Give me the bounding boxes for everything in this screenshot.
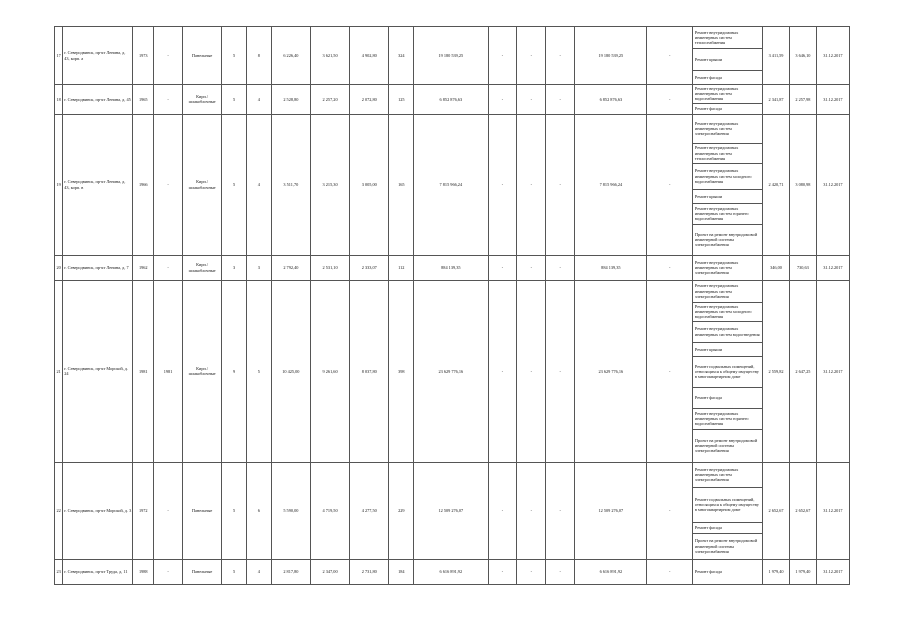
cell-people: 165: [389, 114, 414, 255]
cell-area-total: 2 817,80: [271, 559, 310, 584]
cell-area-res: 9 261,60: [310, 280, 349, 462]
cell-year-rec: 1981: [154, 280, 183, 462]
cell-area-res: 2 347,00: [310, 559, 349, 584]
cell-work-type: Ремонт внутридомовых инженерных систем теплоснабжения: [692, 27, 762, 49]
cell-cost-total: 884 139,35: [414, 255, 488, 280]
cell-work-type: Ремонт внутридомовых инженерных систем водоотведения: [692, 321, 762, 342]
capital-repair-table: [54, 26, 850, 585]
cell-wall: Кирп./шлакоблочные: [183, 280, 222, 462]
cell-floors: 5: [222, 559, 247, 584]
cell-year: 1988: [133, 559, 154, 584]
cell-year-rec: -: [154, 255, 183, 280]
cell-work-type: Ремонт внутридомовых инженерных систем холодного водоснабжения: [692, 163, 762, 189]
cell-cost-total: 23 629 776,16: [414, 280, 488, 462]
cell-address: г. Северодвинск, пр-кт Морской, д. 24: [63, 280, 133, 462]
cell-floors: 3: [222, 255, 247, 280]
cell-area-res: 3 215,30: [310, 114, 349, 255]
cell-people: 398: [389, 280, 414, 462]
cell-cost-total: 12 509 276,07: [414, 462, 488, 559]
cell-c3: -: [546, 114, 575, 255]
cell-year-rec: -: [154, 85, 183, 115]
cell-unit-cost: 2 420,71: [763, 114, 790, 255]
cell-work-type: Ремонт внутридомовых инженерных систем электроснабжения: [692, 462, 762, 487]
cell-unit-cost: 1 979,40: [763, 559, 790, 584]
cell-entrances: 4: [246, 85, 271, 115]
document-page: [54, 26, 850, 610]
cell-people: 125: [389, 85, 414, 115]
cell-limit-cost: 2 257,98: [789, 85, 816, 115]
cell-year: 1973: [133, 27, 154, 85]
cell-work-type: Ремонт внутридомовых инженерных систем электроснабжения: [692, 280, 762, 302]
cell-wall: Кирп./шлакоблочные: [183, 85, 222, 115]
cell-limit-cost: 1 979,40: [789, 559, 816, 584]
table-row: [55, 255, 850, 280]
cell-address: г. Северодвинск, пр-кт Ленина, д. 43, корп. а: [63, 27, 133, 85]
cell-c2: -: [517, 255, 546, 280]
cell-unit-cost: 2 341,87: [763, 85, 790, 115]
cell-year-rec: -: [154, 462, 183, 559]
table-row: [55, 280, 850, 302]
cell-c1: -: [488, 114, 517, 255]
cell-area-living: 2 333,07: [350, 255, 389, 280]
cell-area-living: 2 072,80: [350, 85, 389, 115]
cell-n: 17: [55, 27, 63, 85]
cell-c1: -: [488, 462, 517, 559]
cell-people: 229: [389, 462, 414, 559]
table-row: [55, 462, 850, 487]
cell-c4: 7 815 966,24: [575, 114, 647, 255]
cell-deadline: 31.12.2017: [816, 462, 849, 559]
cell-area-total: 10 425,00: [271, 280, 310, 462]
cell-year-rec: -: [154, 27, 183, 85]
cell-c3: -: [546, 27, 575, 85]
cell-people: 112: [389, 255, 414, 280]
cell-c2: -: [517, 27, 546, 85]
cell-area-living: 2 731,80: [350, 559, 389, 584]
cell-work-type: Проект на ремонт внутридомовой инженерной системы электроснабжения: [692, 533, 762, 559]
cell-floors: 9: [222, 280, 247, 462]
cell-limit-cost: 2 652,67: [789, 462, 816, 559]
cell-work-type: Ремонт внутридомовых инженерных систем теплоснабжения: [692, 143, 762, 163]
cell-limit-cost: 3 080,98: [789, 114, 816, 255]
cell-work-type: Ремонт подвальных помещений, относящихся к общему имуществу в многоквартирном доме: [692, 487, 762, 522]
cell-year: 1981: [133, 280, 154, 462]
cell-unit-cost: 2 652,67: [763, 462, 790, 559]
cell-people: 184: [389, 559, 414, 584]
cell-c4: 6 852 876,63: [575, 85, 647, 115]
cell-work-type: Проект на ремонт внутридомовой инженерной системы электроснабжения: [692, 224, 762, 255]
table-row: [55, 85, 850, 104]
cell-area-res: 2 257,20: [310, 85, 349, 115]
cell-entrances: 5: [246, 280, 271, 462]
cell-c5: -: [647, 27, 692, 85]
cell-work-type: Ремонт подвальных помещений, относящихся к общему имуществу в многоквартирном доме: [692, 356, 762, 387]
cell-work-type: Ремонт внутридомовых инженерных систем водоснабжения: [692, 85, 762, 104]
cell-area-total: 3 511,70: [271, 114, 310, 255]
cell-c1: -: [488, 280, 517, 462]
cell-area-total: 2 528,80: [271, 85, 310, 115]
cell-area-living: 3 005,00: [350, 114, 389, 255]
cell-address: г. Северодвинск, пр-кт Морской, д. 3: [63, 462, 133, 559]
cell-year-rec: -: [154, 559, 183, 584]
cell-work-type: Ремонт крыши: [692, 189, 762, 203]
cell-c1: -: [488, 559, 517, 584]
cell-wall: Панельные: [183, 27, 222, 85]
cell-work-type: Ремонт фасада: [692, 71, 762, 85]
cell-c5: -: [647, 114, 692, 255]
cell-limit-cost: 730,63: [789, 255, 816, 280]
cell-area-res: 3 621,50: [310, 27, 349, 85]
table-row: [55, 114, 850, 143]
cell-limit-cost: 3 646,10: [789, 27, 816, 85]
cell-wall: Панельные: [183, 462, 222, 559]
table-row: [55, 27, 850, 49]
cell-area-total: 6 226,40: [271, 27, 310, 85]
cell-year-rec: -: [154, 114, 183, 255]
cell-c3: -: [546, 559, 575, 584]
cell-unit-cost: 2 559,82: [763, 280, 790, 462]
cell-cost-total: 6 852 876,63: [414, 85, 488, 115]
cell-c2: -: [517, 114, 546, 255]
cell-entrances: 4: [246, 114, 271, 255]
cell-c2: -: [517, 462, 546, 559]
cell-n: 20: [55, 255, 63, 280]
cell-c2: -: [517, 280, 546, 462]
cell-deadline: 31.12.2017: [816, 114, 849, 255]
cell-c5: -: [647, 462, 692, 559]
cell-cost-total: 7 815 966,24: [414, 114, 488, 255]
cell-c4: 6 616 891,92: [575, 559, 647, 584]
cell-floors: 5: [222, 114, 247, 255]
cell-c1: -: [488, 27, 517, 85]
cell-deadline: 31.12.2017: [816, 559, 849, 584]
cell-cost-total: 6 616 891,92: [414, 559, 488, 584]
cell-address: г. Северодвинск, пр-кт Ленина, д. 7: [63, 255, 133, 280]
cell-work-type: Ремонт внутридомовых инженерных систем горячего водоснабжения: [692, 203, 762, 224]
cell-address: г. Северодвинск, пр-кт Ленина, д. 45: [63, 85, 133, 115]
cell-area-total: 2 792,40: [271, 255, 310, 280]
cell-c4: 19 180 539,25: [575, 27, 647, 85]
cell-floors: 5: [222, 85, 247, 115]
cell-year: 1972: [133, 462, 154, 559]
cell-work-type: Проект на ремонт внутридомовой инженерной системы электроснабжения: [692, 429, 762, 462]
cell-c3: -: [546, 280, 575, 462]
cell-work-type: Ремонт крыши: [692, 49, 762, 71]
cell-entrances: 6: [246, 462, 271, 559]
cell-n: 19: [55, 114, 63, 255]
cell-n: 18: [55, 85, 63, 115]
cell-floors: 5: [222, 462, 247, 559]
cell-c1: -: [488, 85, 517, 115]
cell-work-type: Ремонт фасада: [692, 522, 762, 533]
cell-area-res: 2 531,10: [310, 255, 349, 280]
cell-floors: 5: [222, 27, 247, 85]
cell-address: г. Северодвинск, пр-кт Ленина, д. 43, корп. в: [63, 114, 133, 255]
cell-year: 1962: [133, 255, 154, 280]
cell-work-type: Ремонт внутридомовых инженерных систем холодного водоснабжения: [692, 302, 762, 321]
cell-unit-cost: 3 411,59: [763, 27, 790, 85]
cell-work-type: Ремонт фасада: [692, 387, 762, 408]
cell-n: 22: [55, 462, 63, 559]
cell-area-res: 4 719,50: [310, 462, 349, 559]
cell-c3: -: [546, 255, 575, 280]
cell-c4: 12 509 276,07: [575, 462, 647, 559]
cell-limit-cost: 2 647,25: [789, 280, 816, 462]
cell-cost-total: 19 180 539,25: [414, 27, 488, 85]
table-row: [55, 559, 850, 584]
cell-deadline: 31.12.2017: [816, 85, 849, 115]
cell-c3: -: [546, 85, 575, 115]
cell-work-type: Ремонт фасада: [692, 559, 762, 584]
cell-work-type: Ремонт внутридомовых инженерных систем электроснабжения: [692, 114, 762, 143]
cell-year: 1966: [133, 114, 154, 255]
cell-c5: -: [647, 280, 692, 462]
cell-deadline: 31.12.2017: [816, 280, 849, 462]
cell-work-type: Ремонт внутридомовых инженерных систем горячего водоснабжения: [692, 408, 762, 429]
cell-area-living: 4 902,80: [350, 27, 389, 85]
cell-area-total: 5 590,00: [271, 462, 310, 559]
cell-deadline: 31.12.2017: [816, 27, 849, 85]
cell-c5: -: [647, 255, 692, 280]
cell-c3: -: [546, 462, 575, 559]
cell-entrances: 8: [246, 27, 271, 85]
cell-entrances: 4: [246, 559, 271, 584]
cell-address: г. Северодвинск, пр-кт Труда, д. 11: [63, 559, 133, 584]
cell-c5: -: [647, 559, 692, 584]
cell-year: 1965: [133, 85, 154, 115]
cell-n: 23: [55, 559, 63, 584]
cell-area-living: 8 037,80: [350, 280, 389, 462]
cell-entrances: 3: [246, 255, 271, 280]
cell-c4: 884 139,35: [575, 255, 647, 280]
cell-deadline: 31.12.2017: [816, 255, 849, 280]
cell-wall: Кирп./шлакоблочные: [183, 114, 222, 255]
cell-wall: Кирп./шлакоблочные: [183, 255, 222, 280]
cell-work-type: Ремонт внутридомовых инженерных систем электроснабжения: [692, 255, 762, 280]
cell-c5: -: [647, 85, 692, 115]
cell-area-living: 4 277,50: [350, 462, 389, 559]
cell-c4: 23 629 776,16: [575, 280, 647, 462]
cell-n: 21: [55, 280, 63, 462]
cell-work-type: Ремонт фасада: [692, 103, 762, 114]
cell-unit-cost: 346,00: [763, 255, 790, 280]
cell-work-type: Ремонт крыши: [692, 342, 762, 356]
cell-c2: -: [517, 85, 546, 115]
cell-c1: -: [488, 255, 517, 280]
cell-people: 324: [389, 27, 414, 85]
cell-wall: Панельные: [183, 559, 222, 584]
cell-c2: -: [517, 559, 546, 584]
